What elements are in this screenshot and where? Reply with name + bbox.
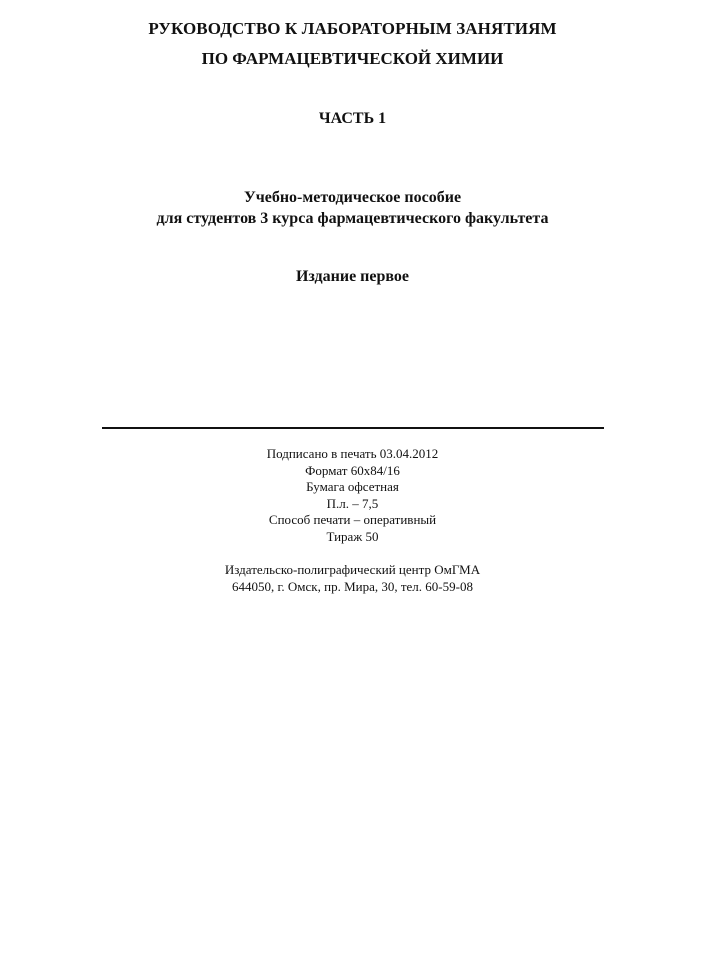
divider-line: [102, 427, 604, 429]
imprint-sheets: П.л. – 7,5: [326, 495, 379, 511]
imprint-block: [0, 446, 705, 545]
title-line-1: РУКОВОДСТВО К ЛАБОРАТОРНЫМ ЗАНЯТИЯМ: [148, 19, 557, 38]
publisher-name: Издательско-полиграфический центр ОмГМА: [224, 562, 481, 577]
description-line-2: для студентов 3 курса фармацевтического факультета: [156, 210, 549, 227]
imprint-signed: Подписано в печать 03.04.2012: [266, 446, 439, 461]
imprint-circulation: Тираж 50: [326, 528, 379, 544]
imprint-paper: Бумага офсетная: [306, 479, 399, 494]
imprint-print-method: Способ печати – оперативный: [268, 512, 437, 527]
title-line-2: ПО ФАРМАЦЕВТИЧЕСКОЙ ХИМИИ: [201, 49, 504, 68]
edition: Издание первое: [295, 268, 410, 285]
publisher-address: 644050, г. Омск, пр. Мира, 30, тел. 60-59-08: [232, 579, 473, 594]
part-number: ЧАСТЬ 1: [318, 110, 387, 127]
description-line-1: Учебно-методическое пособие: [243, 189, 462, 206]
imprint-format: Формат 60x84/16: [305, 462, 400, 478]
publisher-block: [0, 561, 705, 595]
